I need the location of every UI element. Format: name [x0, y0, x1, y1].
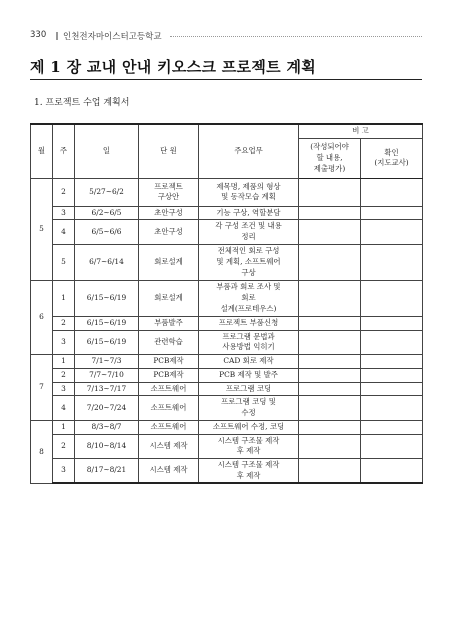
table-row — [31, 220, 423, 244]
unit-cell: 초안구성 — [139, 206, 199, 220]
task-cell: 프로젝트 부품신청 — [199, 316, 299, 330]
month-cell: 7 — [31, 355, 53, 421]
page-number: 330 — [30, 30, 47, 40]
table-row — [31, 382, 423, 396]
week-cell: 1 — [53, 280, 75, 316]
week-cell: 4 — [53, 396, 75, 420]
week-cell: 2 — [53, 434, 75, 458]
task-cell: 소프트웨어 수정, 코딩 — [199, 420, 299, 434]
header-month: 월 — [31, 124, 53, 178]
task-cell: 프로그램 문법과 사용방법 익히기 — [199, 330, 299, 354]
remarks-content-cell — [299, 434, 361, 458]
page-header — [30, 30, 422, 42]
remarks-confirm-cell — [361, 459, 423, 484]
month-cell: 6 — [31, 280, 53, 354]
remarks-confirm-cell — [361, 396, 423, 420]
week-cell: 3 — [53, 206, 75, 220]
header-day: 일 — [75, 124, 139, 178]
remarks-confirm-cell — [361, 206, 423, 220]
day-cell: 8/17~8/21 — [75, 459, 139, 484]
header-remarks-confirm: 확인 (지도교사) — [361, 138, 423, 178]
day-cell: 6/2~6/5 — [75, 206, 139, 220]
remarks-confirm-cell — [361, 420, 423, 434]
remarks-content-cell — [299, 316, 361, 330]
week-cell: 3 — [53, 382, 75, 396]
unit-cell: 부품발주 — [139, 316, 199, 330]
unit-cell: 소프트웨어 — [139, 382, 199, 396]
week-cell: 2 — [53, 178, 75, 206]
task-cell: 시스템 구조물 제작 후 제작 — [199, 434, 299, 458]
table-row — [31, 280, 423, 316]
task-cell: 기능 구상, 역할분담 — [199, 206, 299, 220]
remarks-confirm-cell — [361, 178, 423, 206]
day-cell: 7/7~7/10 — [75, 368, 139, 382]
remarks-confirm-cell — [361, 316, 423, 330]
remarks-confirm-cell — [361, 382, 423, 396]
remarks-content-cell — [299, 459, 361, 484]
header-dotted-rule — [170, 36, 422, 37]
task-cell: 시스템 구조물 제작 후 제작 — [199, 459, 299, 484]
week-cell: 1 — [53, 355, 75, 369]
header-week: 주 — [53, 124, 75, 178]
week-cell: 2 — [53, 368, 75, 382]
day-cell: 7/20~7/24 — [75, 396, 139, 420]
unit-cell: 회로설계 — [139, 244, 199, 280]
remarks-content-cell — [299, 244, 361, 280]
remarks-content-cell — [299, 220, 361, 244]
table-row — [31, 330, 423, 354]
header-unit: 단 원 — [139, 124, 199, 178]
table-row — [31, 178, 423, 206]
day-cell: 6/15~6/19 — [75, 280, 139, 316]
project-plan-table — [30, 123, 423, 484]
task-cell: 부품과 회로 조사 및 회로 설계(프로테우스) — [199, 280, 299, 316]
task-cell: 프로그램 코딩 — [199, 382, 299, 396]
unit-cell: 관련학습 — [139, 330, 199, 354]
task-cell: CAD 회로 제작 — [199, 355, 299, 369]
unit-cell: PCB제작 — [139, 368, 199, 382]
remarks-content-cell — [299, 355, 361, 369]
remarks-content-cell — [299, 420, 361, 434]
month-cell: 5 — [31, 178, 53, 280]
day-cell: 8/10~8/14 — [75, 434, 139, 458]
day-cell: 5/27~6/2 — [75, 178, 139, 206]
table-row — [31, 316, 423, 330]
day-cell: 6/15~6/19 — [75, 330, 139, 354]
day-cell: 7/13~7/17 — [75, 382, 139, 396]
remarks-content-cell — [299, 330, 361, 354]
day-cell: 6/5~6/6 — [75, 220, 139, 244]
table-row — [31, 368, 423, 382]
task-cell: PCB 제작 및 발주 — [199, 368, 299, 382]
remarks-content-cell — [299, 382, 361, 396]
remarks-content-cell — [299, 206, 361, 220]
unit-cell: 소프트웨어 — [139, 396, 199, 420]
unit-cell: 시스템 제작 — [139, 434, 199, 458]
task-cell: 각 구성 조건 및 내용 정리 — [199, 220, 299, 244]
table-row — [31, 355, 423, 369]
week-cell: 1 — [53, 420, 75, 434]
chapter-title: 제 1 장 교내 안내 키오스크 프로젝트 계획 — [30, 58, 317, 76]
day-cell: 7/1~7/3 — [75, 355, 139, 369]
remarks-content-cell — [299, 178, 361, 206]
remarks-confirm-cell — [361, 368, 423, 382]
table-body — [31, 178, 423, 483]
unit-cell: 소프트웨어 — [139, 420, 199, 434]
table-row — [31, 459, 423, 484]
remarks-confirm-cell — [361, 280, 423, 316]
unit-cell: 초안구성 — [139, 220, 199, 244]
chapter-underline — [30, 79, 422, 80]
table-row — [31, 434, 423, 458]
week-cell: 4 — [53, 220, 75, 244]
unit-cell: PCB제작 — [139, 355, 199, 369]
unit-cell: 시스템 제작 — [139, 459, 199, 484]
unit-cell: 프로젝트 구상안 — [139, 178, 199, 206]
remarks-confirm-cell — [361, 355, 423, 369]
remarks-confirm-cell — [361, 220, 423, 244]
table-row — [31, 206, 423, 220]
header-remarks-content: (작성되어야 할 내용, 제출평가) — [299, 138, 361, 178]
section-title: 1. 프로젝트 수업 계획서 — [34, 98, 130, 108]
task-cell: 전체적인 회로 구성 및 계획, 소프트웨어 구상 — [199, 244, 299, 280]
unit-cell: 회로설계 — [139, 280, 199, 316]
header-tasks: 주요업무 — [199, 124, 299, 178]
header-remarks: 비 고 — [299, 124, 423, 138]
table-row — [31, 396, 423, 420]
table-row — [31, 244, 423, 280]
week-cell: 2 — [53, 316, 75, 330]
day-cell: 6/15~6/19 — [75, 316, 139, 330]
remarks-confirm-cell — [361, 330, 423, 354]
remarks-confirm-cell — [361, 434, 423, 458]
week-cell: 5 — [53, 244, 75, 280]
table-row — [31, 420, 423, 434]
remarks-content-cell — [299, 368, 361, 382]
month-cell: 8 — [31, 420, 53, 483]
day-cell: 6/7~6/14 — [75, 244, 139, 280]
day-cell: 8/3~8/7 — [75, 420, 139, 434]
week-cell: 3 — [53, 459, 75, 484]
week-cell: 3 — [53, 330, 75, 354]
remarks-confirm-cell — [361, 244, 423, 280]
task-cell: 프로그램 코딩 및 수정 — [199, 396, 299, 420]
task-cell: 제목명, 제품의 형상 및 동작모습 계획 — [199, 178, 299, 206]
header-separator: ‖ — [55, 31, 59, 40]
school-name: 인천전자마이스터고등학교 — [63, 32, 162, 42]
remarks-content-cell — [299, 280, 361, 316]
remarks-content-cell — [299, 396, 361, 420]
